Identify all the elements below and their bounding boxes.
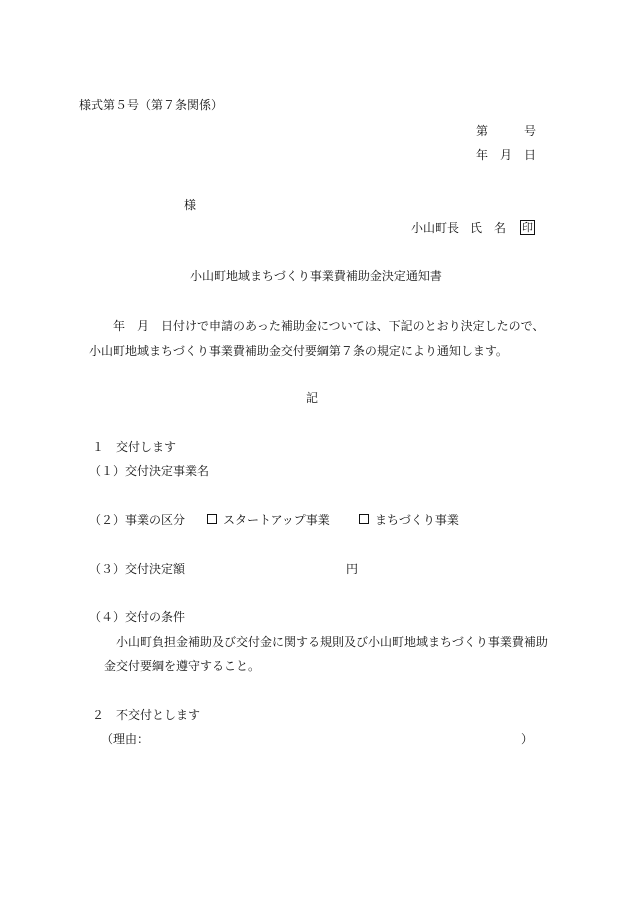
item4-text-1: 小山町負担金補助及び交付金に関する規則及び小山町地域まちづくり事業費補助 bbox=[116, 635, 548, 649]
item3-unit: 円 bbox=[346, 562, 359, 576]
item2-label: （２）事業の区分 bbox=[89, 513, 186, 527]
item4-text-2: 金交付要綱を遵守すること。 bbox=[104, 659, 261, 673]
date-month: 月 bbox=[500, 148, 513, 162]
document-title: 小山町地域まちづくり事業費補助金決定通知書 bbox=[190, 269, 442, 283]
section1-heading: １ 交付します bbox=[92, 440, 177, 454]
option-startup-label: スタートアップ事業 bbox=[223, 513, 330, 527]
date-year: 年 bbox=[476, 148, 489, 162]
doc-number-suffix: 号 bbox=[524, 124, 537, 138]
issuer-shi: 氏 bbox=[470, 221, 483, 235]
ki-heading: 記 bbox=[306, 391, 319, 405]
issuer-mei: 名 bbox=[494, 221, 507, 235]
addressee-suffix: 様 bbox=[184, 198, 197, 212]
seal-wrapper bbox=[514, 220, 535, 235]
reason-open: （理由： bbox=[101, 732, 150, 746]
doc-number-prefix: 第 bbox=[476, 124, 489, 138]
section2-heading: ２ 不交付とします bbox=[92, 708, 201, 722]
item4-label: （４）交付の条件 bbox=[89, 610, 186, 624]
body-line-1: 年 月 日付けで申請のあった補助金については、下記のとおり決定したので、 bbox=[113, 319, 545, 333]
body-line-2: 小山町地域まちづくり事業費補助金交付要綱第７条の規定により通知します。 bbox=[89, 344, 508, 358]
form-number: 様式第５号（第７条関係） bbox=[79, 98, 224, 112]
option-startup[interactable] bbox=[207, 514, 330, 526]
option-machizukuri-label: まちづくり事業 bbox=[375, 513, 459, 527]
reason-close: ） bbox=[521, 732, 534, 746]
item1-label: （１）交付決定事業名 bbox=[89, 464, 210, 478]
checkbox-machizukuri-icon[interactable] bbox=[359, 514, 369, 524]
issuer-title: 小山町長 bbox=[411, 221, 460, 235]
checkbox-startup-icon[interactable] bbox=[207, 514, 217, 524]
item3-label: （３）交付決定額 bbox=[89, 562, 186, 576]
date-day: 日 bbox=[524, 148, 537, 162]
option-machizukuri[interactable] bbox=[359, 514, 459, 526]
seal-icon: 印 bbox=[522, 221, 533, 234]
